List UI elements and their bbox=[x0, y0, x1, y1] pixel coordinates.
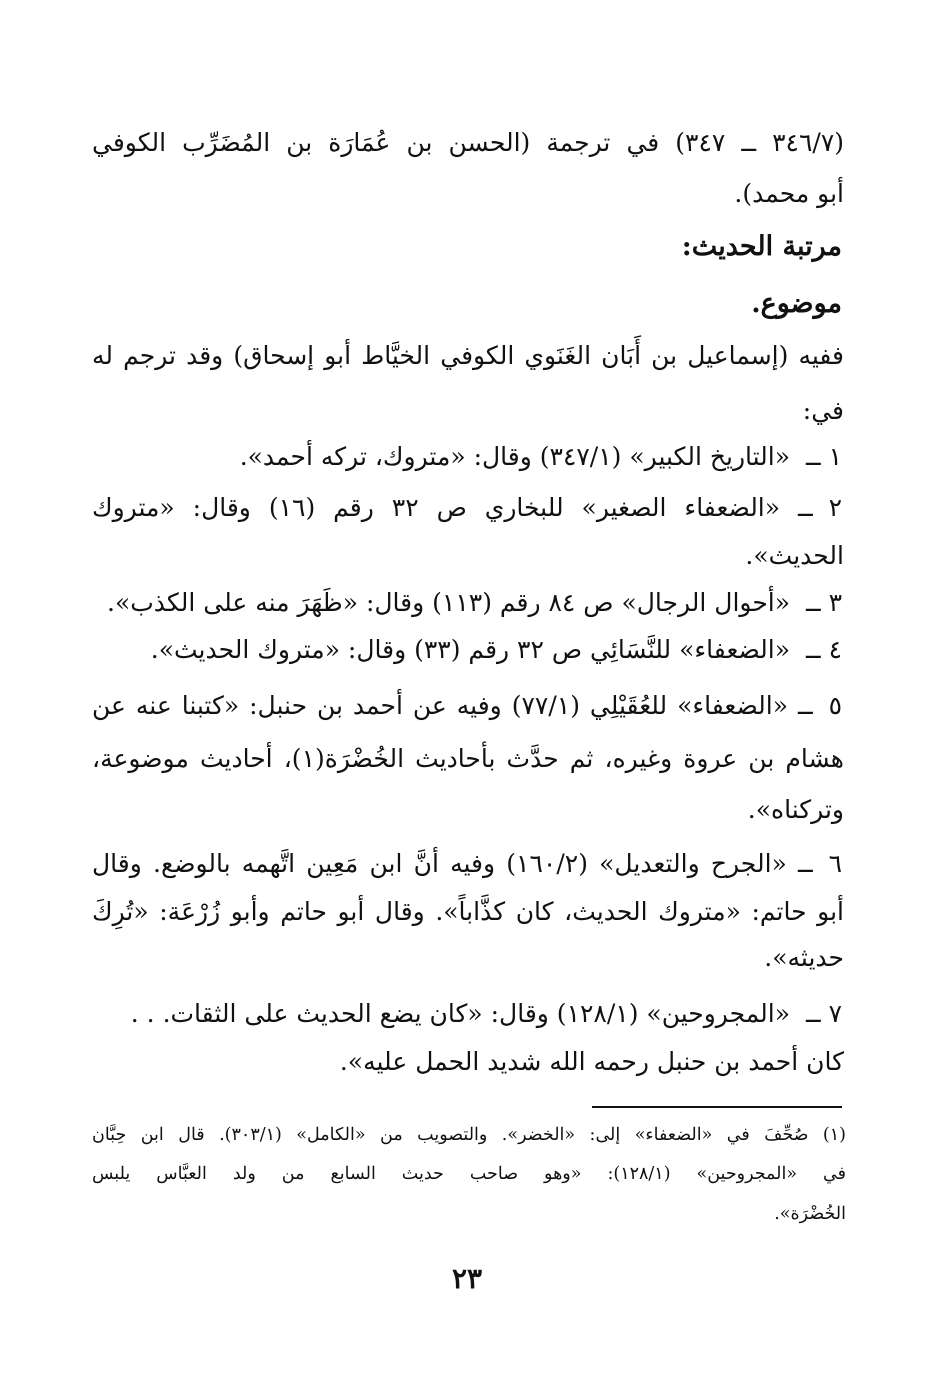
narrator-line-1: ففيه (إسماعيل بن أَبَان الغَنَوي الكوفي الخيَّاط أبو إسحاق) وقد ترجم له bbox=[92, 341, 844, 370]
source-item-6-cont-2: حديثه». bbox=[764, 943, 844, 972]
source-item-2 bbox=[92, 492, 842, 523]
source-number: ٧ ــ bbox=[805, 999, 842, 1028]
footnote-line-2: في «المجروحين» (١٢٨/١): «وهو صاحب حديث السابع من ولد العبَّاس يلبس bbox=[92, 1164, 846, 1184]
source-text: «الضعفاء الصغير» للبخاري ص ٣٢ رقم (١٦) وقال: «متروك bbox=[92, 493, 781, 522]
source-number: ٥ ــ bbox=[798, 691, 842, 720]
footnote-line-3: الخُضْرَة». bbox=[774, 1204, 846, 1224]
footnote-line-1: (١) صُحِّفَ في «الضعفاء» إلى: «الخضر». والتصويب من «الكامل» (٣٠٣/١). قال ابن حِبَّان bbox=[92, 1125, 846, 1145]
footnote-divider bbox=[592, 1106, 842, 1108]
source-item-5 bbox=[92, 690, 842, 721]
source-number: ٢ ــ bbox=[798, 493, 843, 522]
source-item-7 bbox=[131, 998, 842, 1029]
source-item-7-cont: كان أحمد بن حنبل رحمه الله شديد الحمل عليه». bbox=[339, 1047, 844, 1076]
source-text: «الضعفاء» للعُقَيْلِي (٧٧/١) وفيه عن أحمد بن حنبل: «كتبنا عنه عن bbox=[92, 691, 789, 720]
source-number: ١ ــ bbox=[805, 442, 842, 471]
source-number: ٣ ــ bbox=[805, 588, 842, 617]
source-item-1 bbox=[240, 441, 842, 472]
source-item-5-cont-1: هشام بن عروة وغيره، ثم حدَّث بأحاديث الخُضْرَة(١)، أحاديث موضوعة، bbox=[92, 744, 844, 773]
source-number: ٤ ــ bbox=[805, 635, 842, 664]
source-text: «التاريخ الكبير» (٣٤٧/١) وقال: «متروك، تركه أحمد». bbox=[239, 442, 791, 471]
source-item-6 bbox=[92, 848, 842, 879]
source-item-6-cont-1: أبو حاتم: «متروك الحديث، كان كذَّاباً». وقال أبو حاتم وأبو زُرْعَة: «تُرِكَ bbox=[92, 897, 844, 926]
source-item-5-cont-2: وتركناه». bbox=[747, 795, 844, 824]
source-item-2-cont: الحديث». bbox=[745, 541, 844, 570]
source-text: «المجروحين» (١٢٨/١) وقال: «كان يضع الحديث على الثقات. . . bbox=[130, 999, 791, 1028]
source-text: «الضعفاء» للنَّسَائِي ص ٣٢ رقم (٣٣) وقال: «متروك الحديث». bbox=[150, 635, 791, 664]
verdict: موضوع. bbox=[751, 288, 842, 319]
intro-line-1: (٣٤٦/٧ ــ ٣٤٧) في ترجمة (الحسن بن عُمَارَة بن المُضَرِّب الكوفي bbox=[92, 128, 845, 157]
source-item-3 bbox=[107, 587, 842, 618]
section-title: مرتبة الحديث: bbox=[681, 231, 842, 262]
narrator-line-2: في: bbox=[802, 396, 844, 425]
source-item-4 bbox=[151, 634, 842, 665]
intro-line-2: أبو محمد). bbox=[734, 179, 844, 208]
source-text: «أحوال الرجال» ص ٨٤ رقم (١١٣) وقال: «ظَهَرَ منه على الكذب». bbox=[107, 588, 791, 617]
source-number: ٦ ــ bbox=[798, 849, 843, 878]
source-text: «الجرح والتعديل» (١٦٠/٢) وفيه أنَّ ابن مَعِين اتَّهمه بالوضع. وقال bbox=[92, 849, 787, 878]
page-number: ٢٣ bbox=[451, 1262, 483, 1295]
